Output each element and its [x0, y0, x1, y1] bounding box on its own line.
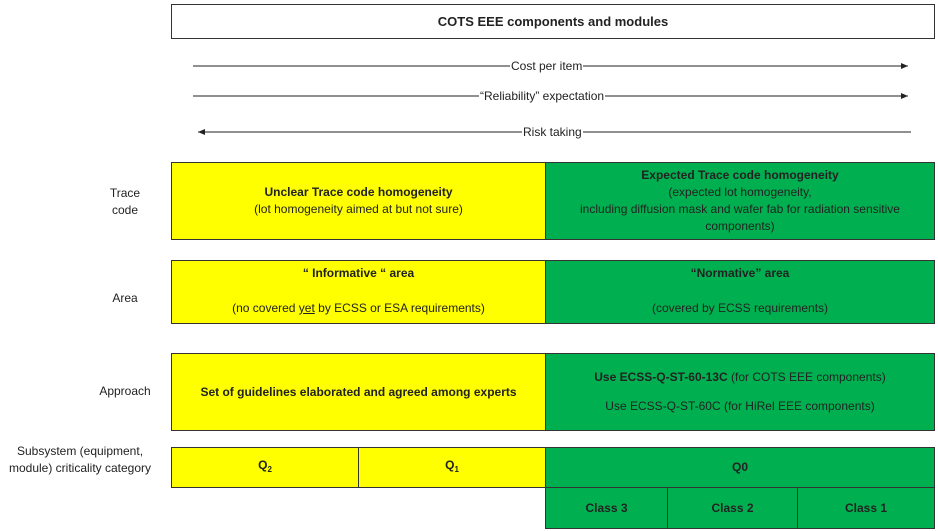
- trace-code-label: Trace code: [109, 186, 141, 217]
- approach-right-title: Use ECSS-Q-ST-60-13C (for COTS EEE components): [594, 370, 886, 384]
- class-3-box: [545, 487, 668, 529]
- q2-box: [171, 447, 359, 488]
- criticality-label: Subsystem (equipment, module) criticality category: [8, 444, 152, 475]
- risk-arrow-label: Risk taking: [523, 125, 582, 139]
- trace-right-box: [545, 162, 935, 240]
- class-2-label: Class 2: [711, 500, 754, 515]
- approach-right-box: [545, 353, 935, 431]
- trace-right-subtitle-1: (expected lot homogeneity,: [668, 185, 812, 199]
- class-1-box: [797, 487, 935, 529]
- class-1-label: Class 1: [844, 500, 888, 515]
- approach-left-box: [171, 353, 546, 431]
- trace-right-subtitle-2: including diffusion mask and wafer fab for radiation sensitive components): [580, 202, 900, 233]
- class-2-box: [667, 487, 798, 529]
- area-label: Area: [112, 291, 138, 305]
- trace-right-title: Expected Trace code homogeneity: [641, 168, 839, 182]
- approach-right-subtitle: Use ECSS-Q-ST-60C (for HiRel EEE components): [605, 399, 875, 413]
- q0-box: [545, 447, 935, 488]
- trace-left-subtitle: (lot homogeneity aimed at but not sure): [254, 202, 463, 216]
- trace-left-box: [171, 162, 546, 240]
- area-right-subtitle: (covered by ECSS requirements): [651, 301, 829, 315]
- diagram-title: COTS EEE components and modules: [437, 14, 669, 29]
- trace-left-title: Unclear Trace code homogeneity: [264, 185, 453, 199]
- class-3-label: Class 3: [585, 500, 628, 515]
- q2-label: $Q_2$: [258, 458, 272, 474]
- approach-left-title: Set of guidelines elaborated and agreed among experts: [200, 384, 517, 399]
- reliability-arrow-label: “Reliability” expectation: [480, 89, 605, 103]
- area-right-title: “Normative” area: [690, 266, 790, 280]
- approach-label: Approach: [99, 384, 151, 398]
- area-left-subtitle: (no covered yet by ECSS or ESA requirements): [232, 301, 485, 315]
- area-left-title: “ Informative “ area: [302, 266, 415, 280]
- area-left-box: [171, 260, 546, 324]
- cost-arrow-label: Cost per item: [511, 59, 583, 73]
- q1-box: [358, 447, 546, 488]
- area-right-box: [545, 260, 935, 324]
- q0-label: Q0: [731, 460, 748, 474]
- q1-label: $Q_1$: [445, 458, 459, 474]
